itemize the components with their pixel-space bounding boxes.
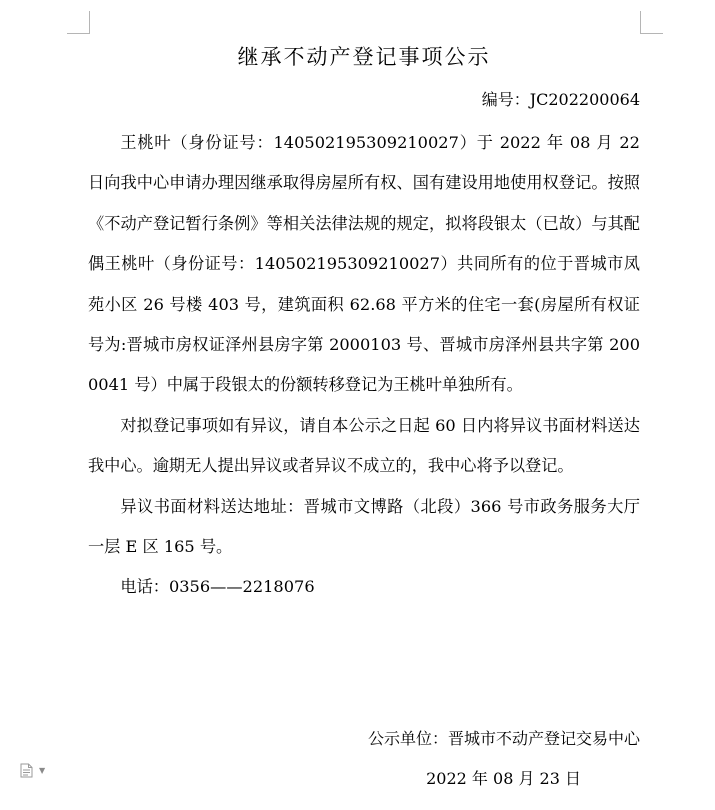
paragraph-main: 王桃叶（身份证号：140502195309210027）于 2022 年 08 月 22 日向我中心申请办理因继承取得房屋所有权、国有建设用地使用权登记。按照《不动产登记暂行条例》等相关法律法规的规定，拟将段银太（已故）与其配偶王桃叶（身份证号：140502195309210027）共同所有的位于晋城市凤苑小区 26 号楼 403 号，建筑面积 62.68 平方米的住宅一套(房屋所有权证号为:晋城市房权证泽州县房字第 2000103 号、晋城市房泽州县共字第 2000041 号）中属于段银太的份额转移登记为王桃叶单独所有。 [88,133,640,395]
margin-corner-mark-top-left [67,11,90,34]
signature-date: 2022 年 08 月 23 日 [426,769,581,788]
document-number: 编号：JC202200064 [481,90,640,109]
phone-line: 电话：0356——2218076 [120,577,315,597]
paragraph-objection: 对拟登记事项如有异议，请自本公示之日起 60 日内将异议书面材料送达我中心。逾期无人提出异议或者异议不成立的，我中心将予以登记。 [88,415,640,476]
document-body [88,123,640,608]
signature-unit: 公示单位：晋城市不动产登记交易中心 [367,729,640,748]
margin-corner-mark-top-right [640,11,663,34]
paragraph-address: 异议书面材料送达地址：晋城市文博路（北段）366 号市政务服务大厅一层 E 区 165 号。 [88,496,640,557]
dropdown-arrow-icon[interactable]: ▼ [39,766,46,775]
document-title: 继承不动产登记事项公示 [237,45,491,69]
document-page-icon[interactable] [20,763,33,778]
